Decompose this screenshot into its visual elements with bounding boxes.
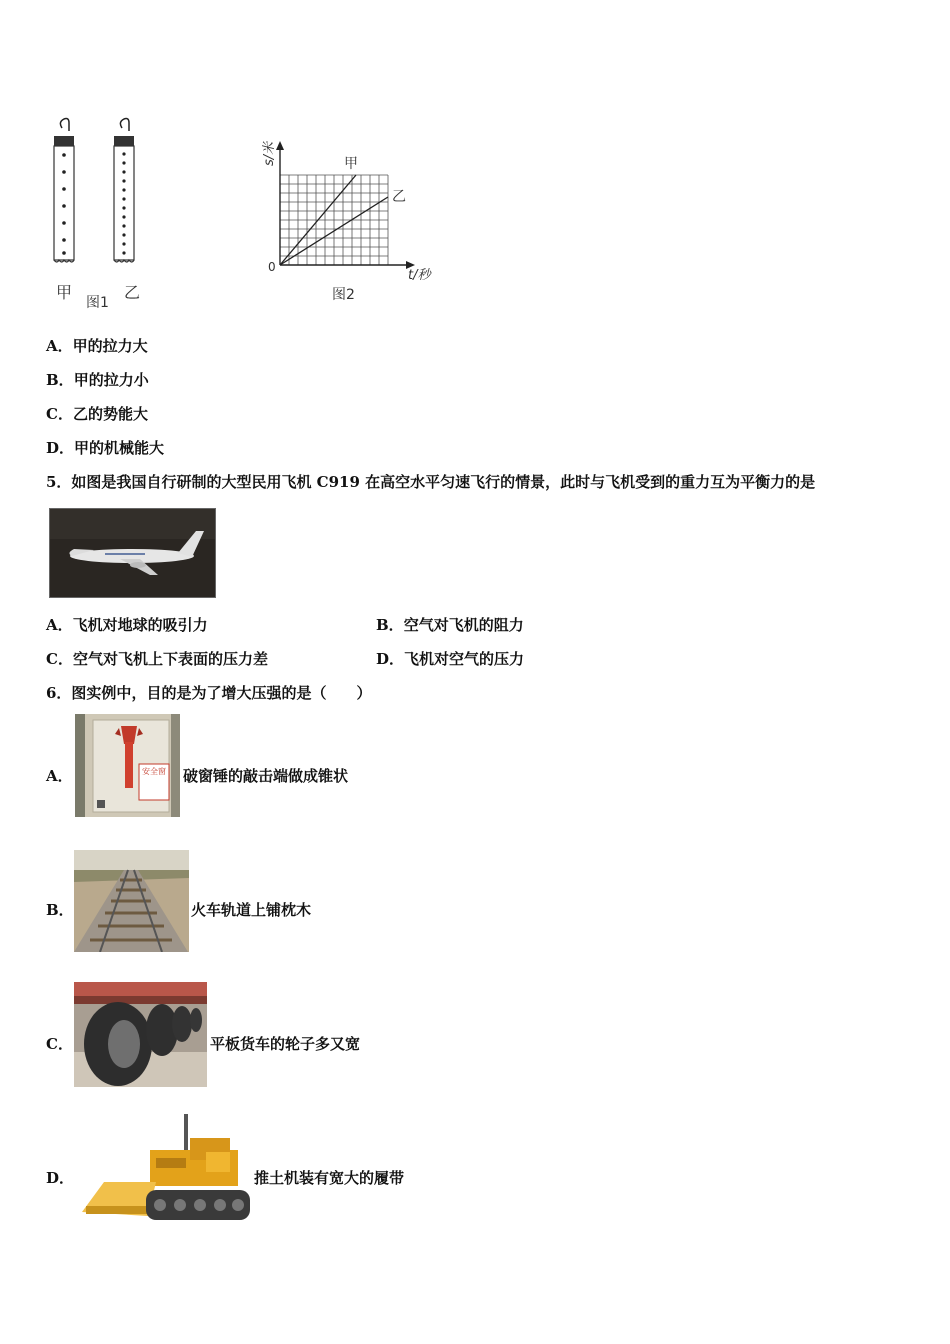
railway-icon xyxy=(74,850,189,952)
option-text: 空气对飞机上下表面的压力差 xyxy=(72,650,268,668)
truck-wheels-photo xyxy=(74,982,207,1087)
q5-option-b xyxy=(376,615,524,635)
figure-1-caption: 图1 xyxy=(86,295,109,311)
q6-option-b-letter: B． xyxy=(46,901,74,919)
bulldozer-photo xyxy=(80,1114,252,1228)
tape-left xyxy=(54,146,74,260)
graph-x-label: t/秒 xyxy=(408,268,431,283)
q6-option-c-text: 平板货车的轮子多又宽 xyxy=(210,1035,361,1053)
q6-option-c-letter: C． xyxy=(46,1035,73,1053)
q6-stem: 6．图实例中，目的是为了增大压强的是（ ） xyxy=(46,684,372,702)
option-text: 空气对飞机的阻力 xyxy=(403,616,524,634)
figure-1-label-right: 乙 xyxy=(124,283,141,302)
graph-line-jia-label: 甲 xyxy=(344,156,358,172)
q4-option-d xyxy=(46,438,164,458)
q4-option-a xyxy=(46,336,148,356)
q4-option-c xyxy=(46,404,148,424)
figure-2-caption: 图2 xyxy=(332,287,355,303)
option-text: 甲的机械能大 xyxy=(74,439,165,457)
hook-left-icon xyxy=(60,119,69,132)
y-axis-arrow-icon xyxy=(276,141,284,150)
q4-option-b xyxy=(46,370,149,390)
q5-option-a xyxy=(46,615,208,635)
option-letter: B． xyxy=(46,371,74,389)
q6-option-b-text: 火车轨道上铺枕木 xyxy=(191,901,312,919)
q6-option-d-text: 推土机装有宽大的履带 xyxy=(254,1169,405,1187)
safety-hammer-photo xyxy=(75,714,180,817)
truck-wheels-icon xyxy=(74,982,207,1087)
railway-photo xyxy=(74,850,189,952)
option-text: 甲的拉力大 xyxy=(72,337,148,355)
option-letter: A． xyxy=(46,616,73,634)
q6-option-a-text: 破窗锤的敲击端做成锥状 xyxy=(183,767,349,785)
graph-grid xyxy=(280,175,388,265)
option-letter: C． xyxy=(46,405,73,423)
q6-option-d-letter: D． xyxy=(46,1169,75,1187)
airplane-icon xyxy=(50,509,215,597)
bulldozer-icon xyxy=(80,1114,252,1228)
hook-right-icon xyxy=(120,119,129,132)
option-letter: D． xyxy=(376,650,405,668)
figure-1-label-left: 甲 xyxy=(56,283,73,302)
option-letter: C． xyxy=(46,650,73,668)
option-letter: A． xyxy=(46,337,73,355)
airplane-photo xyxy=(49,508,216,598)
safety-window-sign: 安全窗 xyxy=(142,767,166,776)
option-text: 甲的拉力小 xyxy=(73,371,149,389)
q5-option-d xyxy=(376,649,524,669)
option-text: 飞机对空气的压力 xyxy=(404,650,525,668)
option-letter: B． xyxy=(376,616,404,634)
clamp-right xyxy=(114,136,134,146)
graph-line-yi-label: 乙 xyxy=(392,189,406,205)
q5-stem: 5．如图是我国自行研制的大型民用飞机 C919 在高空水平匀速飞行的情景，此时与飞机受到的重力互为平衡力的是 xyxy=(46,473,816,491)
q6-option-a-letter: A． xyxy=(46,767,73,785)
clamp-left xyxy=(54,136,74,146)
graph-y-label: s/米 xyxy=(262,141,277,166)
graph-origin-label: 0 xyxy=(268,260,276,274)
q5-option-c xyxy=(46,649,268,669)
option-text: 飞机对地球的吸引力 xyxy=(72,616,208,634)
option-text: 乙的势能大 xyxy=(72,405,148,423)
option-letter: D． xyxy=(46,439,75,457)
